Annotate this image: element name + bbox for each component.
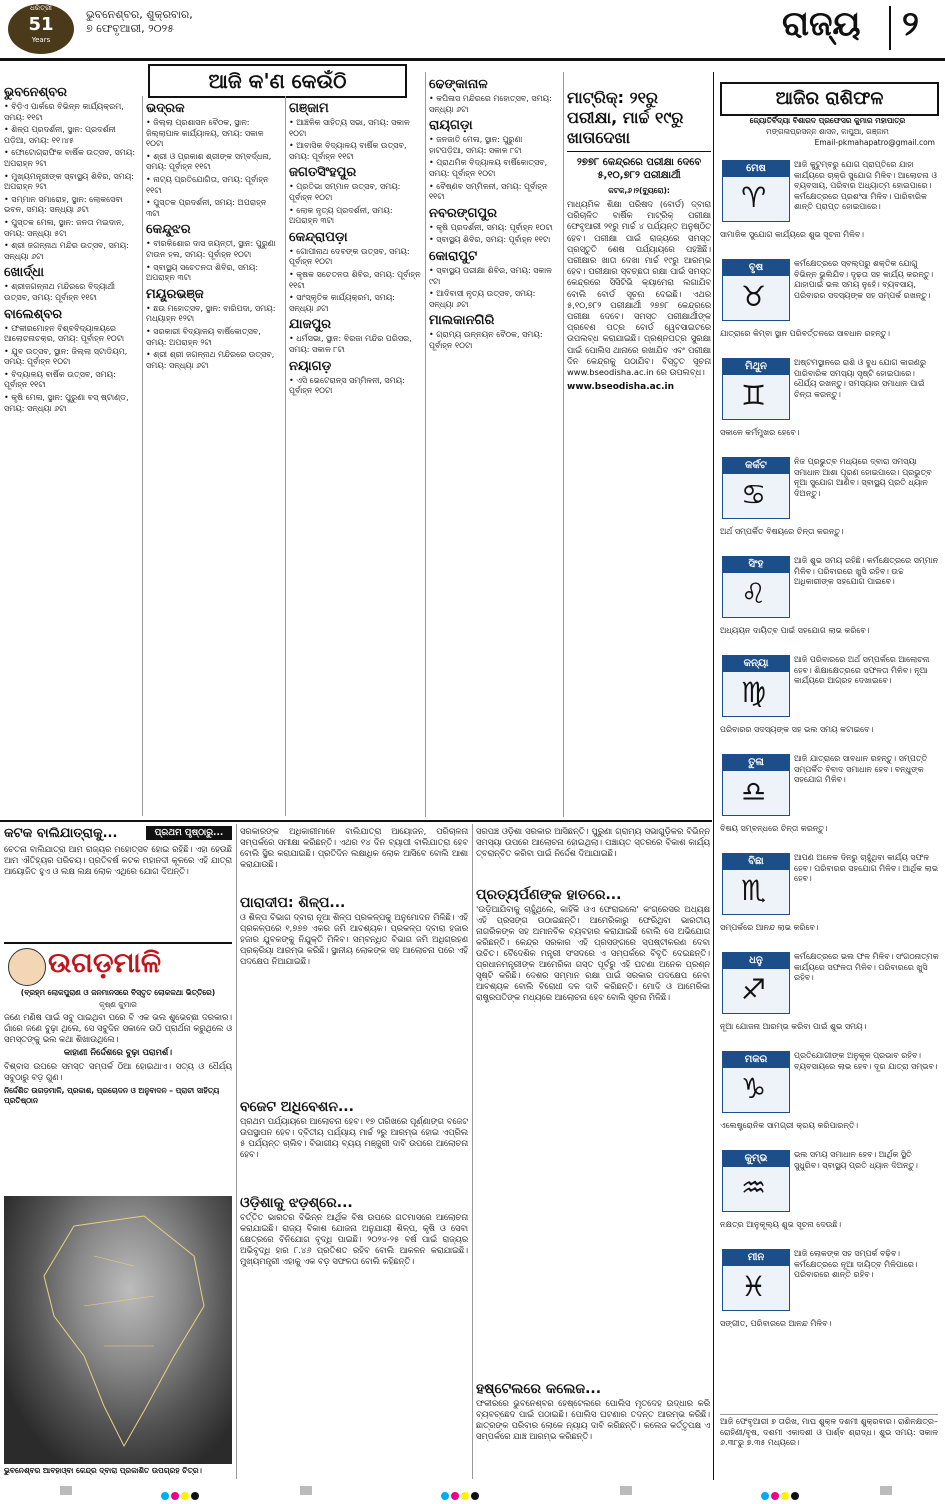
event-item: • ଗୋପୀନାଥ ଦେବଙ୍କ ଉତ୍ସବ, ସମୟ: ପୂର୍ବାହ୍ନ ୧୦ଟା bbox=[289, 247, 421, 268]
sign-prediction: ଆଜି ଶୁଭ ସମୟ ରହିଛି। କର୍ମକ୍ଷେତ୍ରରେ ସମ୍ମାନ ମିଳିବ। ପରିବାରରେ ଖୁସି ରହିବ। ଉଚ୍ଚ ଅଧିକାରୀଙ୍କ ସହଯୋଗ ପାଇବେ। bbox=[794, 556, 939, 586]
cuttack-headline: କଟକ ବାଲିଯାତ୍ରାକୁ... bbox=[4, 826, 118, 841]
sign-name: ମକର bbox=[723, 1052, 789, 1068]
event-item: • ଯୁବ ଉତ୍ସବ, ସ୍ଥାନ: ଜିଲ୍ଲା ସ୍ଟାଡିୟମ, ସମୟ: ପୂର୍ବାହ୍ନ ୧୦ଟା bbox=[4, 347, 139, 368]
registration-mark bbox=[300, 1486, 312, 1495]
cuttack-body: ଚେତନା ବାଲିଯାତ୍ରା ଆମ ରାଜ୍ୟର ମହୋତ୍ସବ ହୋଇ ରହିଛି। ଏହା ହେଉଛି ଆମ ଐତିହ୍ୟର ପରିଚୟ। ପ୍ରତିବର୍ଷ କଟକ ମହାନଦୀ କୂଳରେ ଏହି ଯାତ୍ରା ଆୟୋଜିତ ହୁଏ ଓ ଲକ୍ଷ ଲକ୍ଷ ଲୋକ ଏଥିରେ ଯୋଗ ଦିଅନ୍ତି। bbox=[4, 844, 232, 876]
sign-prediction: ଆଜି ଯାତ୍ରାରେ ସାବଧାନ ରହନ୍ତୁ। ସମ୍ପତ୍ତି ସମ୍ପର୍କିତ ବିବାଦ ସମାଧାନ ହେବ। ବନ୍ଧୁଙ୍କ ସହଯୋଗ ମିଳିବ। bbox=[794, 754, 928, 784]
event-item: • ଆଦିବାସୀ ନୃତ୍ୟ ଉତ୍ସବ, ସମୟ: ସନ୍ଧ୍ୟା ୬ଟା bbox=[429, 289, 559, 310]
satellite-caption: ଭୁବନେଶ୍ବର ଆବହାଓ୍ବା କେନ୍ଦ୍ର ଦ୍ବାରା ପ୍ରକାଶିତ ଉପଗ୍ରହ ଚିତ୍ର। bbox=[4, 1466, 202, 1475]
sign-badge bbox=[722, 1051, 790, 1113]
paradip-headline: ପାରାଦୀପ: ଶିଳ୍ପ... bbox=[240, 895, 346, 911]
sign-tail: ଅର୍ଥ ସମ୍ପର୍କିତ ବିଷୟରେ ଚିନ୍ତା କରନ୍ତୁ। bbox=[720, 527, 844, 536]
sign-name: ସିଂହ bbox=[723, 557, 789, 573]
event-item: • ସ୍ବାସ୍ଥ୍ୟ ଶିବିର, ସମୟ: ପୂର୍ବାହ୍ନ ୧୧ଟା bbox=[429, 235, 559, 246]
sign-name: ମୀନ bbox=[723, 1250, 789, 1266]
matric-subhead: ୨୭୭୮ କେନ୍ଦ୍ରରେ ପରୀକ୍ଷା ଦେବେ ୫,୧୦,୭୮୨ ପରୀକ୍ଷାର୍ଥୀ bbox=[576, 157, 702, 181]
event-item: • ଫକୀରମୋହନ ବିଶ୍ବବିଦ୍ୟାଳୟରେ ଆଲୋଚନାଚକ୍ର, ସମୟ: ପୂର୍ବାହ୍ନ ୧୦ଟା bbox=[4, 324, 139, 345]
growth-headline: ଓଡ଼ିଶାକୁ ଝଡ଼ଶ୍ରେ... bbox=[240, 1195, 353, 1211]
event-item: • ସମ୍ମାନ ସମାରୋହ, ସ୍ଥାନ: ଲୋକସେବା ଭବନ, ସମୟ: ସନ୍ଧ୍ୟା ୬ଟା bbox=[4, 195, 139, 216]
city-heading: କୋରାପୁଟ bbox=[429, 248, 478, 264]
sign-badge bbox=[722, 754, 790, 816]
event-item: • ଛଉ ମହୋତ୍ସବ, ସ୍ଥାନ: ବାରିପଦା, ସମୟ: ମଧ୍ୟାହ୍ନ ୧୨ଟା bbox=[146, 304, 281, 325]
events-column-2 bbox=[146, 98, 281, 818]
event-item: • ନାଟ୍ୟ ପ୍ରତିଯୋଗିତା, ସମୟ: ପୂର୍ବାହ୍ନ ୧୧ଟା bbox=[146, 175, 281, 196]
paradip-story bbox=[240, 894, 468, 1094]
sign-prediction: କର୍ମକ୍ଷେତ୍ରରେ ସ୍ବଲ୍ପରୁ ଶକ୍ତିକ ଯୋଗୁ ବିଭିନ୍ନ ଭୁଲିଯିବ। ଦୃଢ଼ତା ସହ କାର୍ଯ୍ୟ କରନ୍ତୁ। ଯାହାପାଇଁ ଭଲ ସମୟ ନୁହେଁ। ବ୍ୟବସାୟ, ପରିବାରର ସଦସ୍ୟଙ୍କ ସହ ସମ୍ପର୍କ ରଖନ୍ତୁ। bbox=[794, 259, 934, 300]
event-item: • ପ୍ରାଥମିକ ବିଦ୍ୟାଳୟ ବାର୍ଷିକୋତ୍ସବ, ସମୟ: ପୂର୍ବାହ୍ନ ୧୦ଟା bbox=[429, 158, 559, 179]
sign-prediction: ନିଜ ପ୍ରଭୁତ୍ବ ମଧ୍ୟରେ ଦ୍ବାରା ସମସ୍ୟା ସମାଧାନ ଆଶା ପୂରଣ ହୋଇପାରେ। ପ୍ରଭୁତ୍ବ ନୂଆ ସୁଯୋଗ ଆଣିବ। ସ୍ବାସ୍ଥ୍ୟ ପ୍ରତି ଧ୍ୟାନ ଦିଅନ୍ତୁ। bbox=[794, 457, 932, 498]
city-heading: କେନ୍ଦୁଝର bbox=[146, 222, 191, 238]
event-item: • ପୁସ୍ତକ ପ୍ରଦର୍ଶନୀ, ସମୟ: ଅପରାହ୍ନ ୩ଟା bbox=[146, 198, 281, 219]
event-item: • ସ୍ବାସ୍ଥ୍ୟ ପରୀକ୍ଷା ଶିବିର, ସମୟ: ସକାଳ ୯ଟା bbox=[429, 266, 559, 287]
matric-body: ମାଧ୍ୟମିକ ଶିକ୍ଷା ପରିଷଦ (ବୋର୍ଡ) ଦ୍ବାରା ପରିଚାଳିତ ବାର୍ଷିକ ମାଟ୍ରିକ୍ ପରୀକ୍ଷା ଫେବୃଆରୀ ୨୧ରୁ ମାର୍ଚ୍ଚ ୪ ପର୍ଯ୍ୟନ୍ତ ଅନୁଷ୍ଠିତ ହେବ। ପରୀକ୍ଷା ପାଇଁ ରାଜ୍ୟରେ ସମସ୍ତ ପ୍ରସ୍ତୁତି ଶେଷ ପର୍ଯ୍ୟାୟରେ ପହଞ୍ଚିଛି। ପରୀକ୍ଷାର ଖାତା ଦେଖା ମାର୍ଚ୍ଚ ୧୯ରୁ ଆରମ୍ଭ ହେବ। ପରୀକ୍ଷାର ସ୍ବଚ୍ଛତା ରକ୍ଷା ପାଇଁ ସମସ୍ତ କେନ୍ଦ୍ରରେ ସିସିଟିଭି କ୍ୟାମେରା ଲଗାଯିବ ବୋଲି ବୋର୍ଡ ସୂଚନା ଦେଇଛି। ଏଥର ୫,୧୦,୭୮୨ ପରୀକ୍ଷାର୍ଥୀ ୨୭୭୮ କେନ୍ଦ୍ରରେ ପରୀକ୍ଷା ଦେବେ। ସମସ୍ତ ପରୀକ୍ଷାର୍ଥୀଙ୍କ ପ୍ରବେଶ ପତ୍ର ବୋର୍ଡ ୱେବସାଇଟରେ ଉପଲବ୍ଧ କରାଯାଇଛି। ପ୍ରଶ୍ନପତ୍ର ସୁରକ୍ଷା ପାଇଁ ପୋଲିସ ଥାନାରେ ରଖାଯିବ ଏବଂ ପରୀକ୍ଷା ଦିନ କେନ୍ଦ୍ରକୁ ପଠାଯିବ। ବିସ୍ତୃତ ସୂଚନା www.bseodisha.ac.in ରେ ଉପଲବ୍ଧ। bbox=[567, 199, 711, 378]
sign-prediction: ପ୍ରତିଯୋଗୀଙ୍କ ଅନୁକୂଳ ପ୍ରଭାବ ରହିବ। ବ୍ୟବସାୟରେ ଲାଭ ହେବ। ଦୂର ଯାତ୍ରା ସମ୍ଭବ। bbox=[794, 1051, 938, 1071]
city-heading: କେନ୍ଦ୍ରାପଡ଼ା bbox=[289, 229, 348, 245]
city-heading: ବାଲେଶ୍ବର bbox=[4, 306, 63, 322]
sign-name: ବୃଷ bbox=[723, 260, 789, 276]
pratyarpan-headline: ପ୍ରତ୍ୟର୍ପଣଙ୍କ ହାତରେ... bbox=[476, 887, 622, 903]
dateline-date: ୭ ଫେବୃଆରୀ, ୨୦୨୫ bbox=[86, 22, 174, 35]
astrologer-email: Email-pkmahapatro@gmail.com bbox=[814, 138, 935, 147]
sign-name: ଧନୁ bbox=[723, 953, 789, 969]
logo-sub: Years bbox=[31, 36, 51, 44]
sarpanch-lead: ସରପଞ୍ଚ ଓଡ଼ିଶା ସରକାର ଆସିଛନ୍ତି। ପୁରୁଣା ଗ୍ରାମ୍ୟ ସଭାଗୁଡ଼ିକର ବିଭିନ୍ନ ସମସ୍ୟା ଉପରେ ଆଲୋଚନା ହୋଇଥିଲା। ପଞ୍ଚାୟତ ସ୍ତରରେ ବିକାଶ କାର୍ଯ୍ୟ ତ୍ବରାନ୍ବିତ କରିବା ପାଇଁ ନିର୍ଦ୍ଦେଶ ଦିଆଯାଇଛି। bbox=[476, 826, 710, 858]
event-item: • ଜନଜାତି ମେଳା, ସ୍ଥାନ: ପୁରୁଣା ହାଟପଡ଼ିଆ, ସମୟ: ସକାଳ ୮ଟା bbox=[429, 135, 559, 156]
sign-libra bbox=[716, 754, 941, 852]
event-item: • ଶ୍ରୀ ଶ୍ରୀ ଜଗନ୍ନାଥ ମନ୍ଦିରରେ ଉତ୍ସବ, ସମୟ: ସନ୍ଧ୍ୟା ୬ଟା bbox=[146, 350, 281, 371]
event-item: • କୃଷି ମେଳା, ସ୍ଥାନ: ପୁରୁଣା ବସ୍ ଷ୍ଟାଣ୍ଡ, ସମୟ: ସନ୍ଧ୍ୟା ୬ଟା bbox=[4, 393, 139, 414]
column-rule bbox=[713, 72, 714, 1480]
event-item: • ଗ୍ରାମ୍ୟ ଉନ୍ନୟନ ବୈଠକ, ସମୟ: ପୂର୍ବାହ୍ନ ୧୦ଟା bbox=[429, 330, 559, 351]
rashifal-list bbox=[716, 160, 942, 1360]
sign-tail: ସଙ୍ଗୀତ, ପରିବାରରେ ଆନନ୍ଦ ମିଳିବ। bbox=[720, 1319, 832, 1328]
sign-virgo bbox=[716, 655, 941, 753]
event-item: • ଶ୍ରୀ ଜଗନ୍ନାଥ ମନ୍ଦିର ଉତ୍ସବ, ସମୟ: ସନ୍ଧ୍ୟା ୬ଟା bbox=[4, 241, 139, 262]
sign-tail: ସକାଳେ କର୍ମମୁଖର ହେବେ। bbox=[720, 428, 800, 437]
registration-mark bbox=[60, 1486, 72, 1495]
pratyarpan-body: 'ଉଡ଼ିଆଯିବାକୁ ଚାହୁଁଥିଲେ, କାହିଁକି ଓଏ ଫେରାଇଲେ' କଂଗ୍ରେସର ଅଧ୍ୟକ୍ଷ ଏହି ପ୍ରସଙ୍ଗ ଉଠାଇଛନ୍ତି। ଆମେରିକାରୁ ଫେରିଥିବା ଭାରତୀୟ ନାଗରିକଙ୍କ ସହ ଅମାନବିକ ବ୍ୟବହାର କରାଯାଇଛି ବୋଲି ସେ ଅଭିଯୋଗ କରିଛନ୍ତି। କେନ୍ଦ୍ର ସରକାର ଏହି ପ୍ରସଙ୍ଗରେ ସ୍ପଷ୍ଟୀକରଣ ଦେବା ଉଚିତ। ବୈଦେଶିକ ମନ୍ତ୍ରୀ ସଂସଦରେ ଏ ସମ୍ପର୍କରେ ବିବୃତି ଦେଇଛନ୍ତି। ପ୍ରଧାନମନ୍ତ୍ରୀଙ୍କ ଆମେରିକା ଗସ୍ତ ପୂର୍ବରୁ ଏହି ଘଟଣା ଅନେକ ପ୍ରଶ୍ନ ସୃଷ୍ଟି କରିଛି। ଦେଶର ସମ୍ମାନ ରକ୍ଷା ପାଇଁ ସରକାର ପଦକ୍ଷେପ ନେବା ଆବଶ୍ୟକ ବୋଲି ବିରୋଧୀ ଦଳ ଦାବି କରିଛନ୍ତି। ମୋଦି ଓ ଆମେରିକା ରାଷ୍ଟ୍ରପତିଙ୍କ ମଧ୍ୟରେ ଆଲୋଚନା ହେବ ବୋଲି ସୂଚନା ମିଳିଛି। bbox=[476, 904, 710, 1002]
sign-scorpio bbox=[716, 853, 941, 951]
cartoon-byline: କୃଷ୍ଣ କୁମାର bbox=[99, 1000, 137, 1009]
aries-icon: ♈ bbox=[741, 181, 767, 214]
budget-body: ପ୍ରଥମ ପର୍ଯ୍ୟାୟରେ ଆଲୋଚନା ହେବ। ୧୭ ତାରିଖରେ ପୂର୍ଣ୍ଣାଙ୍ଗ ବଜେଟ ଉପସ୍ଥାପନ ହେବ। ଦ୍ବିତୀୟ ପର୍ଯ୍ୟାୟ ମାର୍ଚ୍ଚ ୨ରୁ ଆରମ୍ଭ ହୋଇ ଏପ୍ରିଲ ୫ ପର୍ଯ୍ୟନ୍ତ ଚାଲିବ। ବିଭାଗୀୟ ବ୍ୟୟ ମଞ୍ଜୁରୀ ଦାବି ଉପରେ ଆଲୋଚନା ହେବ। bbox=[240, 1116, 468, 1159]
event-item: • ବିଦ୍ୟାଳୟ ବାର୍ଷିକ ଉତ୍ସବ, ସମୟ: ପୂର୍ବାହ୍ନ ୧୧ଟା bbox=[4, 370, 139, 391]
satellite-map-outline bbox=[4, 1196, 232, 1464]
college-story bbox=[476, 1380, 710, 1476]
cartoon-moral-heading: କାହାଣୀ ନିର୍ଦ୍ଦେଶରେ ବୁଢ଼ା ପରାମର୍ଶ। bbox=[63, 1048, 173, 1058]
sign-name: ତୁଳା bbox=[723, 755, 789, 771]
event-item: • ଶ୍ରୀ ଓ ପ୍ରକାଶ ଶ୍ରୀଙ୍କ ସମ୍ବର୍ଦ୍ଧନା, ସମୟ: ପୂର୍ବାହ୍ନ ୧୧ଟା bbox=[146, 152, 281, 173]
event-item: • ବିଡ଼ିଏ ପାର୍କରେ ବିଭିନ୍ନ କାର୍ଯ୍ୟକ୍ରମ, ସମୟ: ୧୧ଟା bbox=[4, 102, 139, 123]
color-dots bbox=[760, 1485, 800, 1504]
event-item: • ଲୋକ ନୃତ୍ୟ ପ୍ରଦର୍ଶନୀ, ସମୟ: ଅପରାହ୍ନ ୩ଟା bbox=[289, 206, 421, 227]
cartoon-body: ଜଣେ ମଣିଷ ପାଇଁ ସବୁ ପାଇଥିବା ପରେ ବି ଏକ ଭଲ ଶୁଭେଚ୍ଛା ଦରକାର। ଗାଁରେ ଜଣେ ବୁଢ଼ା ଥିଲେ, ସେ ସବୁଦିନ ସକାଳେ ଉଠି ପ୍ରାର୍ଥନା କରୁଥିଲେ ଓ ସମସ୍ତଙ୍କୁ ଭଲ କଥା ଶିଖାଉଥିଲେ। bbox=[4, 1012, 232, 1044]
logo-text: ଧରିତ୍ରୀ bbox=[30, 4, 52, 12]
sign-gemini bbox=[716, 358, 941, 456]
event-item: • ପ୍ରତିଭା ସମ୍ମାନ ଉତ୍ସବ, ସମୟ: ପୂର୍ବାହ୍ନ ୧୦ଟା bbox=[289, 182, 421, 203]
continued-body: ସରକାରଙ୍କ ଅଧିକାରୀମାନେ ବାଲିଯାତ୍ରା ଆୟୋଜନ, ପରିଚାଳନା ସମ୍ପର୍କରେ ସମୀକ୍ଷା କରିଛନ୍ତି। ଏଥର ୧୪ ଦିନ ବ୍ୟାପୀ ବାଲିଯାତ୍ରା ହେବ ବୋଲି ସ୍ଥିର କରାଯାଇଛି। ପ୍ରତିଦିନ ଲକ୍ଷାଧିକ ଲୋକ ଆସିବେ ବୋଲି ଆଶା କରାଯାଉଛି। bbox=[240, 826, 468, 869]
event-item: • ଜିଲ୍ଲା ପ୍ରଶାସନ ବୈଠକ, ସ୍ଥାନ: ଜିଲ୍ଲାପାଳ କାର୍ଯ୍ୟାଳୟ, ସମୟ: ସକାଳ ୧୦ଟା bbox=[146, 118, 281, 150]
event-item: • କପିଳାସ ମନ୍ଦିରରେ ମହୋତ୍ସବ, ସମୟ: ସନ୍ଧ୍ୟା ୬ଟା bbox=[429, 94, 559, 115]
sign-badge bbox=[722, 1249, 790, 1311]
matric-dateline: କଟକ,୬।୨(ବ୍ୟୁରୋ): bbox=[608, 186, 670, 195]
event-item: • ସ୍ବାସ୍ଥ୍ୟ ସଚେତନତା ଶିବିର, ସମୟ: ଅପରାହ୍ନ ୩ଟା bbox=[146, 263, 281, 284]
events-column-4 bbox=[429, 74, 559, 819]
page-number: ୨ bbox=[902, 4, 919, 44]
sign-tail: ନୂଆ ଯୋଜନା ଆରମ୍ଭ କରିବା ପାଇଁ ଶୁଭ ସମୟ। bbox=[720, 1022, 867, 1031]
section-title: ରାଜ୍ୟ bbox=[782, 4, 861, 44]
odisha-growth-story bbox=[240, 1194, 468, 1478]
event-item: • ମୁଖ୍ୟମନ୍ତ୍ରୀଙ୍କ ସ୍ବାସ୍ଥ୍ୟ ଶିବିର, ସମୟ: ଅପରାହ୍ନ ୨ଟା bbox=[4, 172, 139, 193]
column-rule bbox=[563, 72, 564, 817]
sign-tail: ପରିବାରର ସଦସ୍ୟଙ୍କ ସହ ଭଲ ସମୟ କଟାଇବେ। bbox=[720, 725, 874, 734]
sign-tail: ଏଲେଷ୍ଟ୍ରୋନିକ ସାମଗ୍ରୀ କ୍ରୟ କରିପାରନ୍ତି। bbox=[720, 1121, 859, 1130]
city-heading: ନବରଙ୍ଗପୁର bbox=[429, 205, 498, 221]
event-item: • ସରକାରୀ ବିଦ୍ୟାଳୟ ବାର୍ଷିକୋତ୍ସବ, ସମୟ: ଅପରାହ୍ନ ୨ଟା bbox=[146, 327, 281, 348]
cancer-icon: ♋ bbox=[741, 478, 767, 511]
cartoon-credit: ନିର୍ଦ୍ଦେଶିତ ଉଗଡ଼ମାଳି, ପ୍ରକାଶ, ପ୍ରଚୋଦନ ଓ ଅନୁବାଦନ – ପ୍ରାଚୀ ସାହିତ୍ୟ ପ୍ରତିଷ୍ଠାନ bbox=[4, 1086, 220, 1105]
city-heading: ଗଞ୍ଜାମ bbox=[289, 101, 329, 116]
budget-story bbox=[240, 1098, 468, 1190]
city-heading: ଭଦ୍ରକ bbox=[146, 101, 185, 116]
event-item: • ଶ୍ରୀଜଗନ୍ନାଥ ମନ୍ଦିରରେ ବିଦ୍ୟାର୍ଥୀ ଉତ୍ସବ, ସମୟ: ପୂର୍ବାହ୍ନ ୧୧ଟା bbox=[4, 282, 139, 303]
column-rule bbox=[285, 96, 286, 816]
sign-capricorn bbox=[716, 1051, 941, 1149]
sign-tail: ନକ୍ଷତ୍ର ଆନୁକୂଲ୍ୟ ଶୁଭ ସୂଚନା ଦେଉଛି। bbox=[720, 1220, 842, 1229]
event-item: • କୃଷକ ସଚେତନତା ଶିବିର, ସମୟ: ପୂର୍ବାହ୍ନ ୧୧ଟା bbox=[289, 270, 421, 291]
capricorn-icon: ♑ bbox=[741, 1072, 767, 1105]
growth-body: ବର୍ତ୍ତିତ ଭାରତର ବିଭିନ୍ନ ଆର୍ଥିକ ବିଷ ଉପରେ ଗତମାସରେ ଆଲୋଚନା କରାଯାଇଛି। ରାଜ୍ୟ ବିକାଶ ଯୋଜନା ଅନୁଯାୟୀ ଶିଳ୍ପ, କୃଷି ଓ ସେବା କ୍ଷେତ୍ରରେ ବିନିଯୋଗ ବୃଦ୍ଧି ପାଇଛି। ୨୦୨୪-୨୫ ବର୍ଷ ପାଇଁ ରାଜ୍ୟର ଅଭିବୃଦ୍ଧି ହାର ୮.୪୬ ପ୍ରତିଶତ ରହିବ ବୋଲି ଆକଳନ କରାଯାଇଛି। ମୁଖ୍ୟମନ୍ତ୍ରୀ ଏହାକୁ ଏକ ବଡ଼ ସଫଳତା ବୋଲି କହିଛନ୍ତି। bbox=[240, 1212, 468, 1266]
sign-name: ମିଥୁନ bbox=[723, 359, 789, 375]
sign-cancer bbox=[716, 457, 941, 555]
sign-badge bbox=[722, 952, 790, 1014]
libra-icon: ♎ bbox=[741, 775, 767, 808]
sign-badge bbox=[722, 853, 790, 915]
print-registration-strip bbox=[0, 1484, 945, 1498]
dateline bbox=[86, 8, 193, 36]
city-heading: ରାୟଗଡ଼ା bbox=[429, 118, 473, 134]
satellite-image bbox=[4, 1196, 232, 1464]
event-item: • ଧର୍ମସଭା, ସ୍ଥାନ: ବିରଜା ମନ୍ଦିର ପରିସର, ସମୟ: ସକାଳ ୮ଟା bbox=[289, 334, 421, 355]
sign-tail: ସାମାଜିକ ସୁଯୋଗ କାର୍ଯ୍ୟରେ ଶୁଭ ସୂଚନା ମିଳିବ। bbox=[720, 230, 864, 239]
sign-prediction: ଆପଣ ଅନେକ ଦିନରୁ ଚାହୁଁଥିବା କାର୍ଯ୍ୟ ସଫଳ ହେବ। ପରିବାରର ସହଯୋଗ ମିଳିବ। ଆର୍ଥିକ ଲାଭ ହେବ। bbox=[794, 853, 939, 883]
matric-website: www.bseodisha.ac.in bbox=[567, 382, 674, 393]
event-item: • ଆଞ୍ଚଳିକ ସାହିତ୍ୟ ସଭା, ସମୟ: ସକାଳ ୧୦ଟା bbox=[289, 118, 421, 139]
sign-prediction: ଅଷ୍ଟମସ୍ଥାନରେ ରାଶି ଓ ବୁଧ ଯୋଗ କାରଣରୁ ପାରିବାରିକ ସମସ୍ୟା ସୃଷ୍ଟି ହୋଇପାରେ। ଧୈର୍ଯ୍ୟ ରଖନ୍ତୁ। ସମସ୍ୟାର ସମାଧାନ ପାଇଁ ଚିନ୍ତା କରନ୍ତୁ। bbox=[794, 358, 927, 399]
city-heading: ଖୋର୍ଦ୍ଧା bbox=[4, 265, 44, 281]
cartoon-moral: ବିଶ୍ବାସ ଉପରେ ସମସ୍ତ ସମ୍ପର୍କ ଠିଆ ହୋଇଥାଏ। ସତ୍ୟ ଓ ଧୈର୍ଯ୍ୟ ସବୁଠାରୁ ବଡ଼ ଗୁଣ। bbox=[4, 1061, 232, 1082]
logo-number: 51 bbox=[28, 14, 54, 35]
sign-tail: ସମ୍ପର୍କରେ ଆନନ୍ଦ ଲାଭ କରିବେ। bbox=[720, 923, 819, 932]
aquarius-icon: ♒ bbox=[741, 1171, 767, 1204]
pratyarpan-story bbox=[476, 886, 710, 1198]
gemini-icon: ♊ bbox=[741, 379, 767, 412]
cuttack-story bbox=[4, 826, 232, 938]
sagittarius-icon: ♐ bbox=[741, 973, 767, 1006]
sign-badge bbox=[722, 457, 790, 519]
sign-badge bbox=[722, 1150, 790, 1212]
events-column-1 bbox=[4, 82, 139, 817]
city-heading: ନୟାଗଡ଼ bbox=[289, 358, 332, 374]
event-item: • ଶିଳ୍ପ ପ୍ରଦର୍ଶନୀ, ସ୍ଥାନ: ପ୍ରଦର୍ଶନୀ ପଡ଼ିଆ, ସମୟ: ୧୧।୪୫ bbox=[4, 125, 139, 146]
registration-mark bbox=[620, 1486, 632, 1495]
sign-name: କର୍କଟ bbox=[723, 458, 789, 474]
matric-story bbox=[567, 88, 711, 818]
college-headline: ହଷ୍ଟେଲରେ କଲେଜ... bbox=[476, 1381, 602, 1397]
anniversary-logo bbox=[8, 4, 74, 54]
sign-pisces bbox=[716, 1249, 941, 1347]
sign-name: କୁମ୍ଭ bbox=[723, 1151, 789, 1167]
sign-sagittarius bbox=[716, 952, 941, 1050]
taurus-icon: ♉ bbox=[741, 280, 767, 313]
sign-aries bbox=[716, 160, 941, 258]
sign-prediction: ଆଜି ପରିବାରରେ ଅର୍ଥ ସମ୍ପର୍କରେ ଆଲୋଚନା ହେବ। ଶିକ୍ଷାକ୍ଷେତ୍ରରେ ସଫଳତା ମିଳିବ। ନୂଆ କାର୍ଯ୍ୟରେ ଆଗ୍ରହ ଦେଖାଇବେ। bbox=[794, 655, 930, 685]
sign-prediction: ଆଜି ଲୋକଙ୍କ ସହ ସମ୍ପର୍କ ବଢ଼ିବ। କର୍ମକ୍ଷେତ୍ରରେ ନୂଆ ଦାୟିତ୍ବ ମିଳିପାରେ। ପରିବାରରେ ଶାନ୍ତି ରହିବ। bbox=[794, 1249, 918, 1279]
event-item: • ସାଂସ୍କୃତିକ କାର୍ଯ୍ୟକ୍ରମ, ସମୟ: ସନ୍ଧ୍ୟା ୬ଟା bbox=[289, 293, 421, 314]
color-dots bbox=[160, 1485, 200, 1504]
event-item: • ପୁସ୍ତକ ମେଳା, ସ୍ଥାନ: ଜନତା ମଇଦାନ, ସମୟ: ସନ୍ଧ୍ୟା ୫ଟା bbox=[4, 218, 139, 239]
pisces-icon: ♓ bbox=[741, 1270, 767, 1303]
section-divider bbox=[0, 820, 712, 822]
paradip-body: ଓ ଶିଳ୍ପ ବିଭାଗ ଦ୍ବାରା ନୂଆ ଶିଳ୍ପ ପ୍ରକଳ୍ପକୁ ଅନୁମୋଦନ ମିଳିଛି। ଏହି ପ୍ରକଳ୍ପରେ ୧,୭୭୭ ଏକର ଜମି ଆବଶ୍ୟକ। ପ୍ରକଳ୍ପ ଦ୍ବାରା ହଜାର ହଜାର ଯୁବକଙ୍କୁ ନିଯୁକ୍ତି ମିଳିବ। ସମ୍ବନ୍ଧିତ ବିଭାଗ ଜମି ଅଧିଗ୍ରହଣ ପ୍ରକ୍ରିୟା ଆରମ୍ଭ କରିଛି। ସ୍ଥାନୀୟ ଲୋକଙ୍କ ସହ ଆଲୋଚନା ପରେ ଏହି ପଦକ୍ଷେପ ନିଆଯାଇଛି। bbox=[240, 912, 468, 966]
sign-name: କନ୍ୟା bbox=[723, 656, 789, 672]
events-banner: ଆଜି କ'ଣ କେଉଁଠି bbox=[148, 64, 407, 98]
leo-icon: ♌ bbox=[741, 577, 767, 610]
sign-tail: ଯାତ୍ରାରେ କିମ୍ବା ସ୍ଥାନ ପରିବର୍ତ୍ତନରେ ସାବଧାନ ରହନ୍ତୁ। bbox=[720, 329, 891, 338]
sign-tail: ବିଷୟ ସମ୍ବନ୍ଧରେ ଚିନ୍ତା କରନ୍ତୁ। bbox=[720, 824, 828, 833]
virgo-icon: ♍ bbox=[741, 676, 767, 709]
column-rule bbox=[425, 72, 426, 817]
continued-label: ପ୍ରଥମ ପୃଷ୍ଠାରୁ... bbox=[146, 826, 232, 840]
color-dots bbox=[440, 1485, 480, 1504]
column-rule bbox=[472, 824, 473, 1479]
event-item: • ବୈଷ୍ଣବ ସମ୍ମିଳନୀ, ସମୟ: ପୂର୍ବାହ୍ନ ୧୧ଟା bbox=[429, 182, 559, 203]
sign-prediction: ଭଲ ସମୟ ସମାଧାନ ହେବ। ଆର୍ଥିକ ସ୍ଥିତି ସୁଧୁରିବ। ସ୍ବାସ୍ଥ୍ୟ ପ୍ରତି ଧ୍ୟାନ ଦିଅନ୍ତୁ। bbox=[794, 1150, 918, 1170]
cartoon-header bbox=[4, 944, 232, 988]
sign-prediction: କର୍ମକ୍ଷେତ୍ରରେ ଭଲ ଫଳ ମିଳିବ। ସଂଗଠନାତ୍ମକ କାର୍ଯ୍ୟରେ ସଫଳତା ମିଳିବ। ପରିବାରରେ ଖୁସି ରହିବ। bbox=[794, 952, 939, 982]
astrologer-name: ଜ୍ୟୋତିର୍ବିଦ୍ୟା ବିଶାରଦ ପ୍ରଫେସର କୁମାର ମହାପାତ୍ର bbox=[749, 116, 906, 125]
city-heading: ମୟୂରଭଞ୍ଜ bbox=[146, 286, 204, 302]
rashifal-banner: ଆଜିର ରାଶିଫଳ bbox=[720, 82, 939, 116]
sign-leo bbox=[716, 556, 941, 654]
cartoon-caption: (ବ୍ରହ୍ମ ଲୋକପୁରାଣ ଓ ଜନମାନସରେ ବିସ୍ତୃତ ଲୋକକଥା ଭିତ୍ତିରେ) bbox=[20, 988, 216, 997]
events-column-3 bbox=[289, 98, 421, 818]
column-rule bbox=[142, 96, 143, 816]
city-heading: ଭୁବନେଶ୍ବର bbox=[4, 85, 67, 100]
event-item: • ଫୋଟୋଗ୍ରାଫିକ ବାର୍ଷିକ ଉତ୍ସବ, ସମୟ: ଅପରାହ୍ନ ୨ଟା bbox=[4, 148, 139, 169]
sign-badge bbox=[722, 655, 790, 717]
event-item: • ଆବାସିକ ବିଦ୍ୟାଳୟ ବାର୍ଷିକ ଉତ୍ସବ, ସମୟ: ପୂର୍ବାହ୍ନ ୧୧ଟା bbox=[289, 141, 421, 162]
event-item: • ଏସି ଭେଟେରାନ୍ସ ସମ୍ମିଳନୀ, ସମୟ: ପୂର୍ବାହ୍ନ ୧୦ଟା bbox=[289, 376, 421, 397]
city-heading: ଢେଙ୍କାନାଳ bbox=[429, 77, 488, 92]
sign-aquarius bbox=[716, 1150, 941, 1248]
cartoon-face-icon bbox=[8, 948, 46, 986]
college-body: ଫକୀରରେ ଭୁବନେଶ୍ବର ହେଷ୍ଟେଲରେ ପୋଲିସ ମୃତଦେହ ଉଦ୍ଧାର କରି ବ୍ୟବଚ୍ଛେଦ ପାଇଁ ପଠାଇଛି। ପୋଲିସ ଘଟଣାର ତଦନ୍ତ ଆରମ୍ଭ କରିଛି। ଛାତ୍ରଙ୍କ ପରିବାର ଲୋକେ ନ୍ୟାୟ ଦାବି କରିଛନ୍ତି। କଲେଜ କର୍ତ୍ତୃପକ୍ଷ ଏ ସମ୍ପର୍କରେ ଯାଞ୍ଚ ଆରମ୍ଭ କରିଛନ୍ତି। bbox=[476, 1398, 710, 1441]
cartoon-title: ଉଗଡ଼ମାଳି bbox=[48, 946, 162, 979]
cartoon-box bbox=[4, 942, 232, 1194]
panjika-text: ଆଜି ଫେବୃଆରୀ ୭ ତାରିଖ, ମାଘ ଶୁକ୍ଳ ଦଶମୀ ଶୁକ୍ରବାର। ରାଶିନକ୍ଷତ୍ର–ରୋହିଣୀ/ବୃଷ, ଦଶମୀ ଏକାଦଶୀ ଓ ପାର୍ଶ୍ବ ଶ୍ରାଦ୍ଧ। ଶୁଭ ସମୟ: ସକାଳ ୬.୩୮ରୁ ୭.୩୫ ମଧ୍ୟରେ। bbox=[720, 1414, 938, 1449]
city-heading: ମାଲକାନଗିରି bbox=[429, 313, 495, 329]
sign-badge bbox=[722, 160, 790, 222]
matric-headline: ମାଟ୍ରିକ୍: ୨୧ରୁ ପରୀକ୍ଷା, ମାର୍ଚ୍ଚ ୧୯ରୁ ଖାତାଦେଖା bbox=[567, 88, 711, 152]
sign-tail: ଅଧ୍ୟୟନ ଦାୟିତ୍ବ ପାଇଁ ସହଯୋଗ ଲାଭ କରିବେ। bbox=[720, 626, 870, 635]
sign-prediction: ଆଜି କୁଟୁମ୍ବରୁ ଯୋଗ ପ୍ରାପ୍ତିରେ ଯାହା କାର୍ଯ୍ୟରେ ଚାକ୍ରି ସୁଯୋଗ ମିଳିବ। ଆଲୋଚନା ଓ ବ୍ୟବସାୟ, ପରିବାର ଅଧ୍ୟାତ୍ମ ହୋଇପାରେ। କର୍ମକ୍ଷେତ୍ରରେ ପ୍ରଶଂସା ମିଳିବ। ପାରିବାରିକ ଶାନ୍ତି ପ୍ରାପ୍ତ ହୋଇପାରେ। bbox=[794, 160, 937, 211]
dateline-place: ଭୁବନେଶ୍ବର, ଶୁକ୍ରବାର, bbox=[86, 8, 193, 21]
column-rule bbox=[236, 824, 237, 1479]
budget-headline: ବଜେଟ ଅଧିବେଶନ... bbox=[240, 1099, 354, 1115]
sign-name: ମେଷ bbox=[723, 161, 789, 177]
event-item: • ବୀରକିଶୋର ଦାସ ଜୟନ୍ତୀ, ସ୍ଥାନ: ପୁରୁଣା ଟାଉନ ହଲ, ସମୟ: ପୂର୍ବାହ୍ନ ୧୦ଟା bbox=[146, 239, 281, 260]
masthead-divider bbox=[889, 6, 891, 50]
sign-badge bbox=[722, 259, 790, 321]
astrologer-address: ମଙ୍ଗଳାପ୍ରସନ୍ନ ଶାସନ, କାପୁଆ, ଗଞ୍ଜାମ bbox=[766, 127, 889, 136]
masthead bbox=[0, 0, 945, 61]
scorpio-icon: ♏ bbox=[741, 874, 767, 907]
city-heading: ଯାଜପୁର bbox=[289, 317, 332, 333]
sign-name: ବିଛା bbox=[723, 854, 789, 870]
event-item: • କୃଷି ପ୍ରଦର୍ଶନୀ, ସମୟ: ପୂର୍ବାହ୍ନ ୧୦ଟା bbox=[429, 223, 559, 234]
city-heading: ଜଗତସିଂହପୁର bbox=[289, 165, 357, 181]
registration-mark bbox=[880, 1486, 892, 1495]
sign-badge bbox=[722, 556, 790, 618]
sign-taurus bbox=[716, 259, 941, 357]
sign-badge bbox=[722, 358, 790, 420]
